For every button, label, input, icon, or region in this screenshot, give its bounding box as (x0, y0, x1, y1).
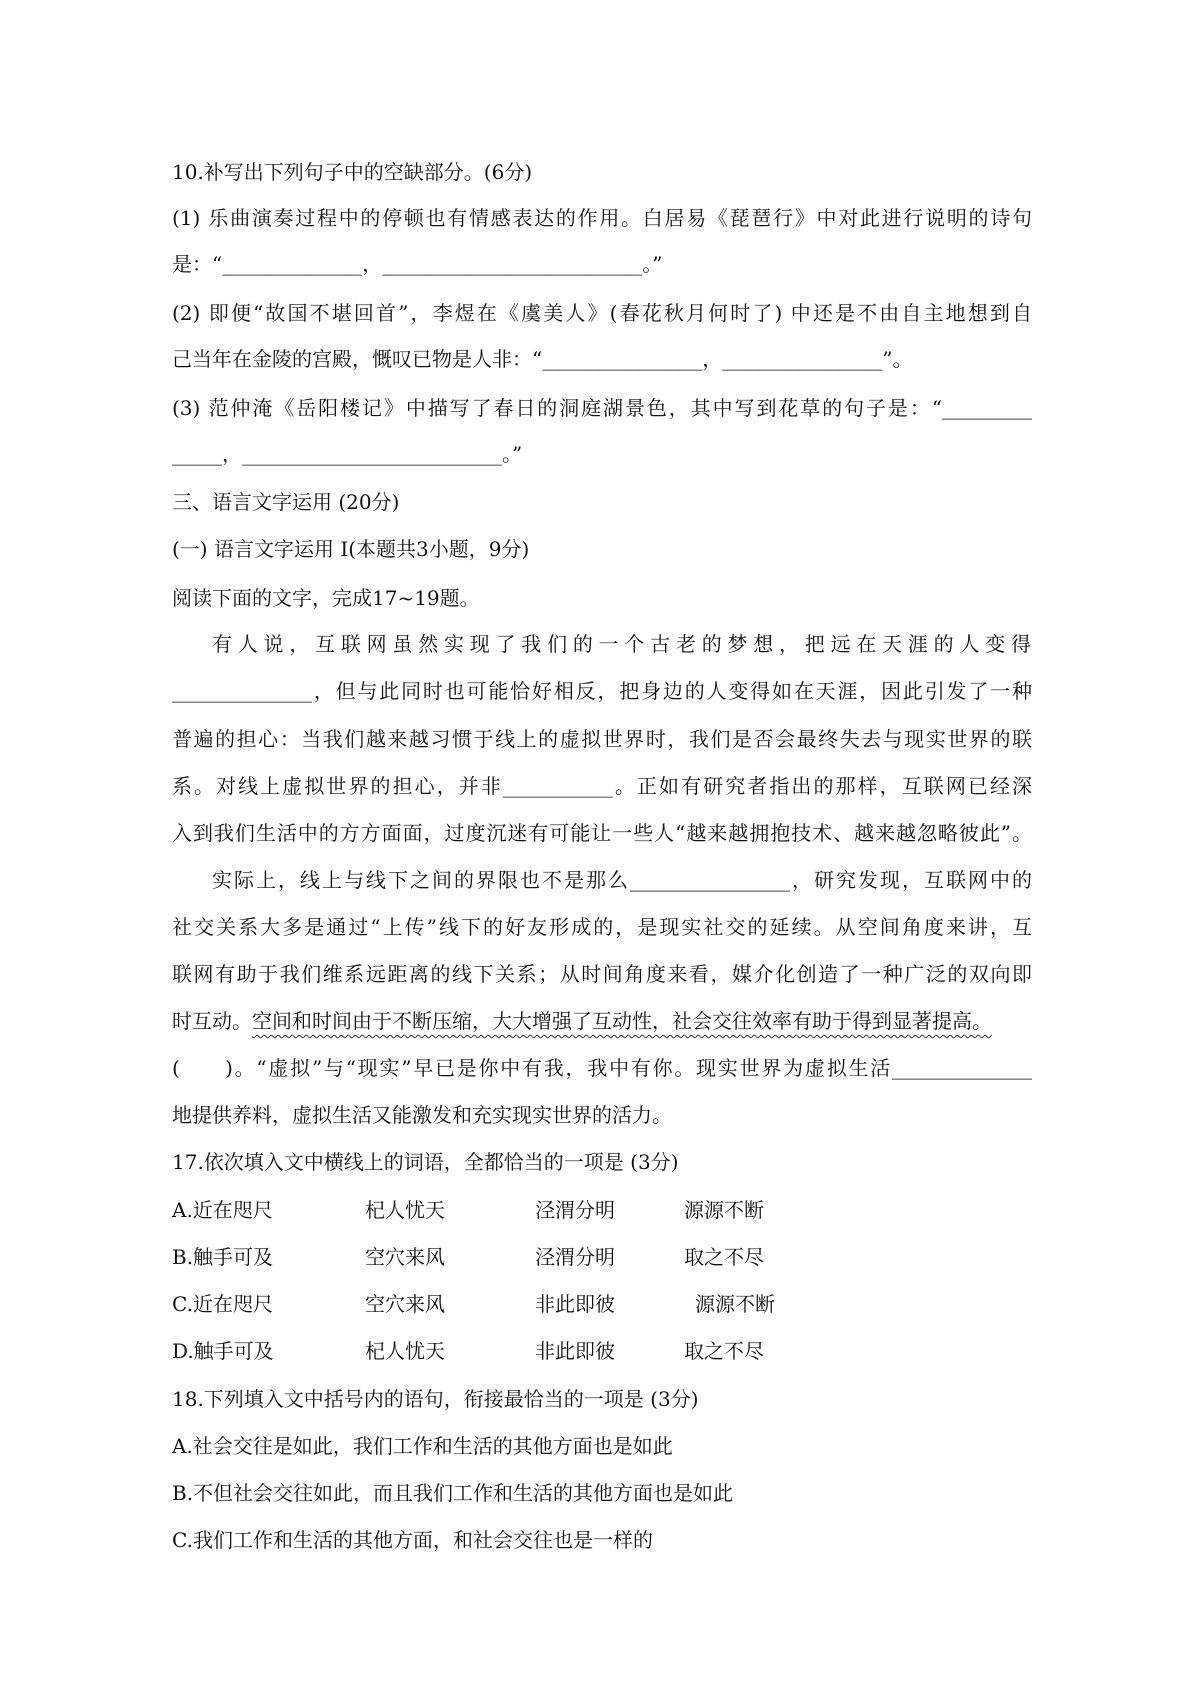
q17-option-c-word2: 空穴来风 (365, 1292, 445, 1316)
q10-part2-line1: (2) 即便“故国不堪回首”，李煜在《虞美人》(春花秋月何时了) 中还是不由自主地想到自 (172, 301, 1032, 325)
q18-option-b: B.不但社会交往如此，而且我们工作和生活的其他方面也是如此 (172, 1481, 734, 1505)
q17-option-d-word4: 取之不尽 (684, 1339, 764, 1363)
q17-option-c-label: C.近在咫尺 (172, 1292, 273, 1316)
q10-title: 10.补写出下列句子中的空缺部分。(6分) (172, 160, 533, 184)
passage-line-11: 地提供养料，虚拟生活又能激发和充实现实世界的活力。 (172, 1103, 672, 1127)
q17-option-b-word3: 泾渭分明 (535, 1245, 615, 1269)
underlined-sentence: 空间和时间由于不断压缩，大大增强了互动性，社会交往效率有助于得到显著提高。 (252, 1009, 992, 1033)
q17-option-a-word2: 杞人忧天 (365, 1198, 445, 1222)
q17-option-b-word2: 空穴来风 (365, 1245, 445, 1269)
q17-option-c-word4: 源源不断 (695, 1292, 775, 1316)
section3-subsection1: (一) 语言文字运用 I(本题共3小题，9分) (172, 537, 530, 561)
passage-line-6: 实际上，线上与线下之间的界限也不是那么________________，研究发现，互联网中的 (212, 868, 1032, 892)
passage-line-5: 入到我们生活中的方方面面，过度沉迷有可能让一些人“越来越拥抱技术、越来越忽略彼此”。 (172, 821, 1032, 845)
q18-title: 18.下列填入文中括号内的语句，衔接最恰当的一项是 (3分) (172, 1387, 699, 1411)
passage-line-1: 有人说，互联网虽然实现了我们的一个古老的梦想，把远在天涯的人变得 (212, 632, 1032, 656)
q18-option-c: C.我们工作和生活的其他方面，和社会交往也是一样的 (172, 1528, 653, 1552)
q17-option-b-word4: 取之不尽 (684, 1245, 764, 1269)
q17-option-d-word2: 杞人忧天 (365, 1339, 445, 1363)
passage-line-9-start: 时互动。 (172, 1009, 252, 1033)
passage-line-3: 普遍的担心：当我们越来越习惯于线上的虚拟世界时，我们是否会最终失去与现实世界的联 (172, 727, 1032, 751)
q10-part1-line1: (1) 乐曲演奏过程中的停顿也有情感表达的作用。白居易《琵琶行》中对此进行说明的诗句 (172, 206, 1032, 230)
q17-option-a-label: A.近在咫尺 (172, 1198, 273, 1222)
q17-option-a-word4: 源源不断 (684, 1198, 764, 1222)
passage-line-4: 系。对线上虚拟世界的担心，并非___________。正如有研究者指出的那样，互联网已经深 (172, 774, 1032, 798)
passage-line-9 (172, 1007, 1032, 1035)
passage-line-7: 社交关系大多是通过“上传”线下的好友形成的，是现实社交的延续。从空间角度来讲，互 (172, 915, 1032, 939)
passage-line-8: 联网有助于我们维系远距离的线下关系；从时间角度来看，媒介化创造了一种广泛的双向即 (172, 962, 1032, 986)
q17-title: 17.依次填入文中横线上的词语，全都恰当的一项是 (3分) (172, 1150, 679, 1174)
q10-part1-line2: 是：“______________，__________________________。” (172, 252, 663, 276)
q17-option-b-label: B.触手可及 (172, 1245, 274, 1269)
q10-part3-line2: _____，__________________________。” (172, 442, 523, 466)
q17-option-d-word3: 非此即彼 (535, 1339, 615, 1363)
q10-part2-line2: 己当年在金陵的宫殿，慨叹已物是人非：“________________，________________”。 (172, 347, 913, 371)
passage-line-10: ( )。“虚拟”与“现实”早已是你中有我，我中有你。现实世界为虚拟生活______________ (172, 1056, 1032, 1080)
q10-part3-line1: (3) 范仲淹《岳阳楼记》中描写了春日的洞庭湖景色，其中写到花草的句子是：“_________ (172, 396, 1032, 420)
q17-option-a-word3: 泾渭分明 (535, 1198, 615, 1222)
section3-title: 三、语言文字运用 (20分) (172, 490, 400, 514)
reading-instruction: 阅读下面的文字，完成17~19题。 (172, 586, 480, 610)
passage-line-2: ______________，但与此同时也可能恰好相反，把身边的人变得如在天涯，因此引发了一种 (172, 679, 1032, 703)
q18-option-a: A.社会交往是如此，我们工作和生活的其他方面也是如此 (172, 1434, 673, 1458)
q17-option-d-label: D.触手可及 (172, 1339, 274, 1363)
q17-option-c-word3: 非此即彼 (535, 1292, 615, 1316)
